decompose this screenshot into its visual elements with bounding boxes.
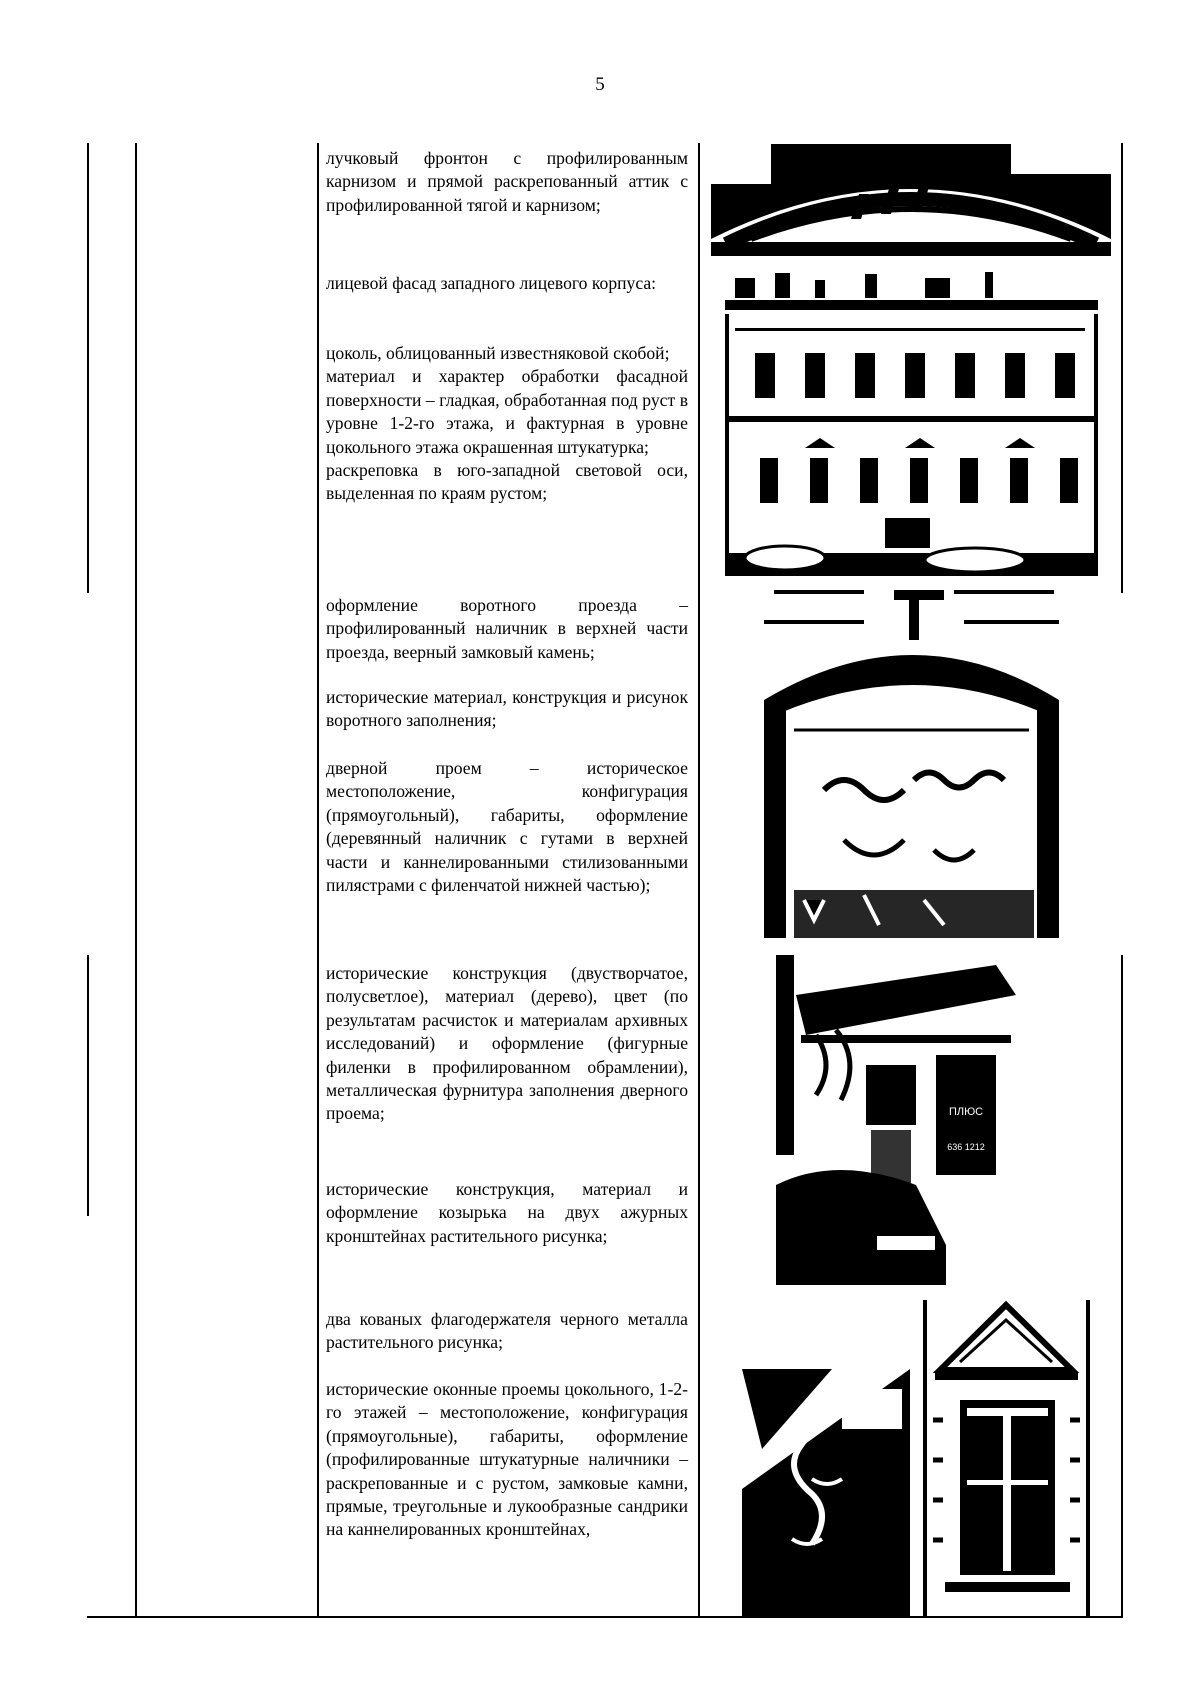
table-border-right (1121, 143, 1123, 593)
paragraph-plinth (326, 342, 688, 506)
photo-pediment (711, 144, 1111, 256)
paragraph-window-openings: исторические оконные проемы цокольного, 1-2-го этажей – местоположение, конфигурация (прямоугольные), габариты, оформление (профилированные штукатурные наличники – раскрепованные и с рустом, замковые камни, прямые, треугольные и лукообразные сандрики на каннелированных кронштейнах, (326, 1379, 688, 1540)
paragraph-gate-passage: оформление воротного проезда – профилированный наличник в верхней части проезда, веерный замковый камень; (326, 595, 688, 662)
paragraph-gate-filling: исторические материал, конструкция и рисунок воротного заполнения; (326, 687, 688, 731)
paragraph-projection: раскреповка в юго-западной световой оси, выделенная по краям рустом; (326, 460, 688, 504)
page-number: 5 (595, 74, 605, 95)
paragraph-door-opening: дверной проем – историческое местоположение, конфигурация (прямоугольный), габариты, оформление (деревянный наличник с гутами в верхней части и каннелированными стилизованными пилястрами с филенчатой нижней частью); (326, 758, 688, 896)
photo-door-canopy (776, 955, 1032, 1285)
photo-gate-passage (764, 590, 1059, 938)
table-divider-2 (317, 143, 319, 1618)
paragraph-door-construction: исторические конструкция (двустворчатое, полусветлое), материал (дерево), цвет (по результатам расчисток и материалам архивных исследований) и оформление (фигурные филенки в профилированном обрамлении), металлическая фурнитура заполнения дверного проема; (326, 963, 688, 1124)
paragraph-west-facade: лицевой фасад западного лицевого корпуса: (326, 273, 657, 293)
table-divider-1 (135, 143, 137, 1618)
paragraph-plinth-text: цоколь, облицованный известняковой скобой; (326, 343, 670, 363)
paragraph-flag-holders: два кованых флагодержателя черного металла растительного рисунка; (326, 1309, 688, 1353)
photo-west-facade (725, 268, 1098, 576)
photo-flag-holder (742, 1369, 910, 1616)
paragraph-surface-material: материал и характер обработки фасадной поверхности – гладкая, обработанная под руст в уровне 1-2-го этажа, и фактурная в уровне цокольного этажа окрашенная штукатурка; (326, 366, 688, 457)
shop-sign: ПЛЮС (948, 1106, 984, 1118)
photo-window-pediment (915, 1300, 1098, 1616)
shop-phone: 636 1212 (947, 1142, 985, 1152)
table-border-left-lower (87, 955, 89, 1216)
paragraph-canopy: исторические конструкция, материал и оформление козырька на двух ажурных кронштейнах растительного рисунка; (326, 1179, 688, 1246)
table-border-left (87, 143, 89, 593)
paragraph-pediment: лучковый фронтон с профилированным карнизом и прямой раскрепованный аттик с профилированной тягой и карнизом; (326, 148, 688, 215)
table-border-right-lower (1121, 955, 1123, 1618)
table-bottom-border (87, 1616, 1123, 1618)
table-divider-3 (698, 143, 700, 1618)
